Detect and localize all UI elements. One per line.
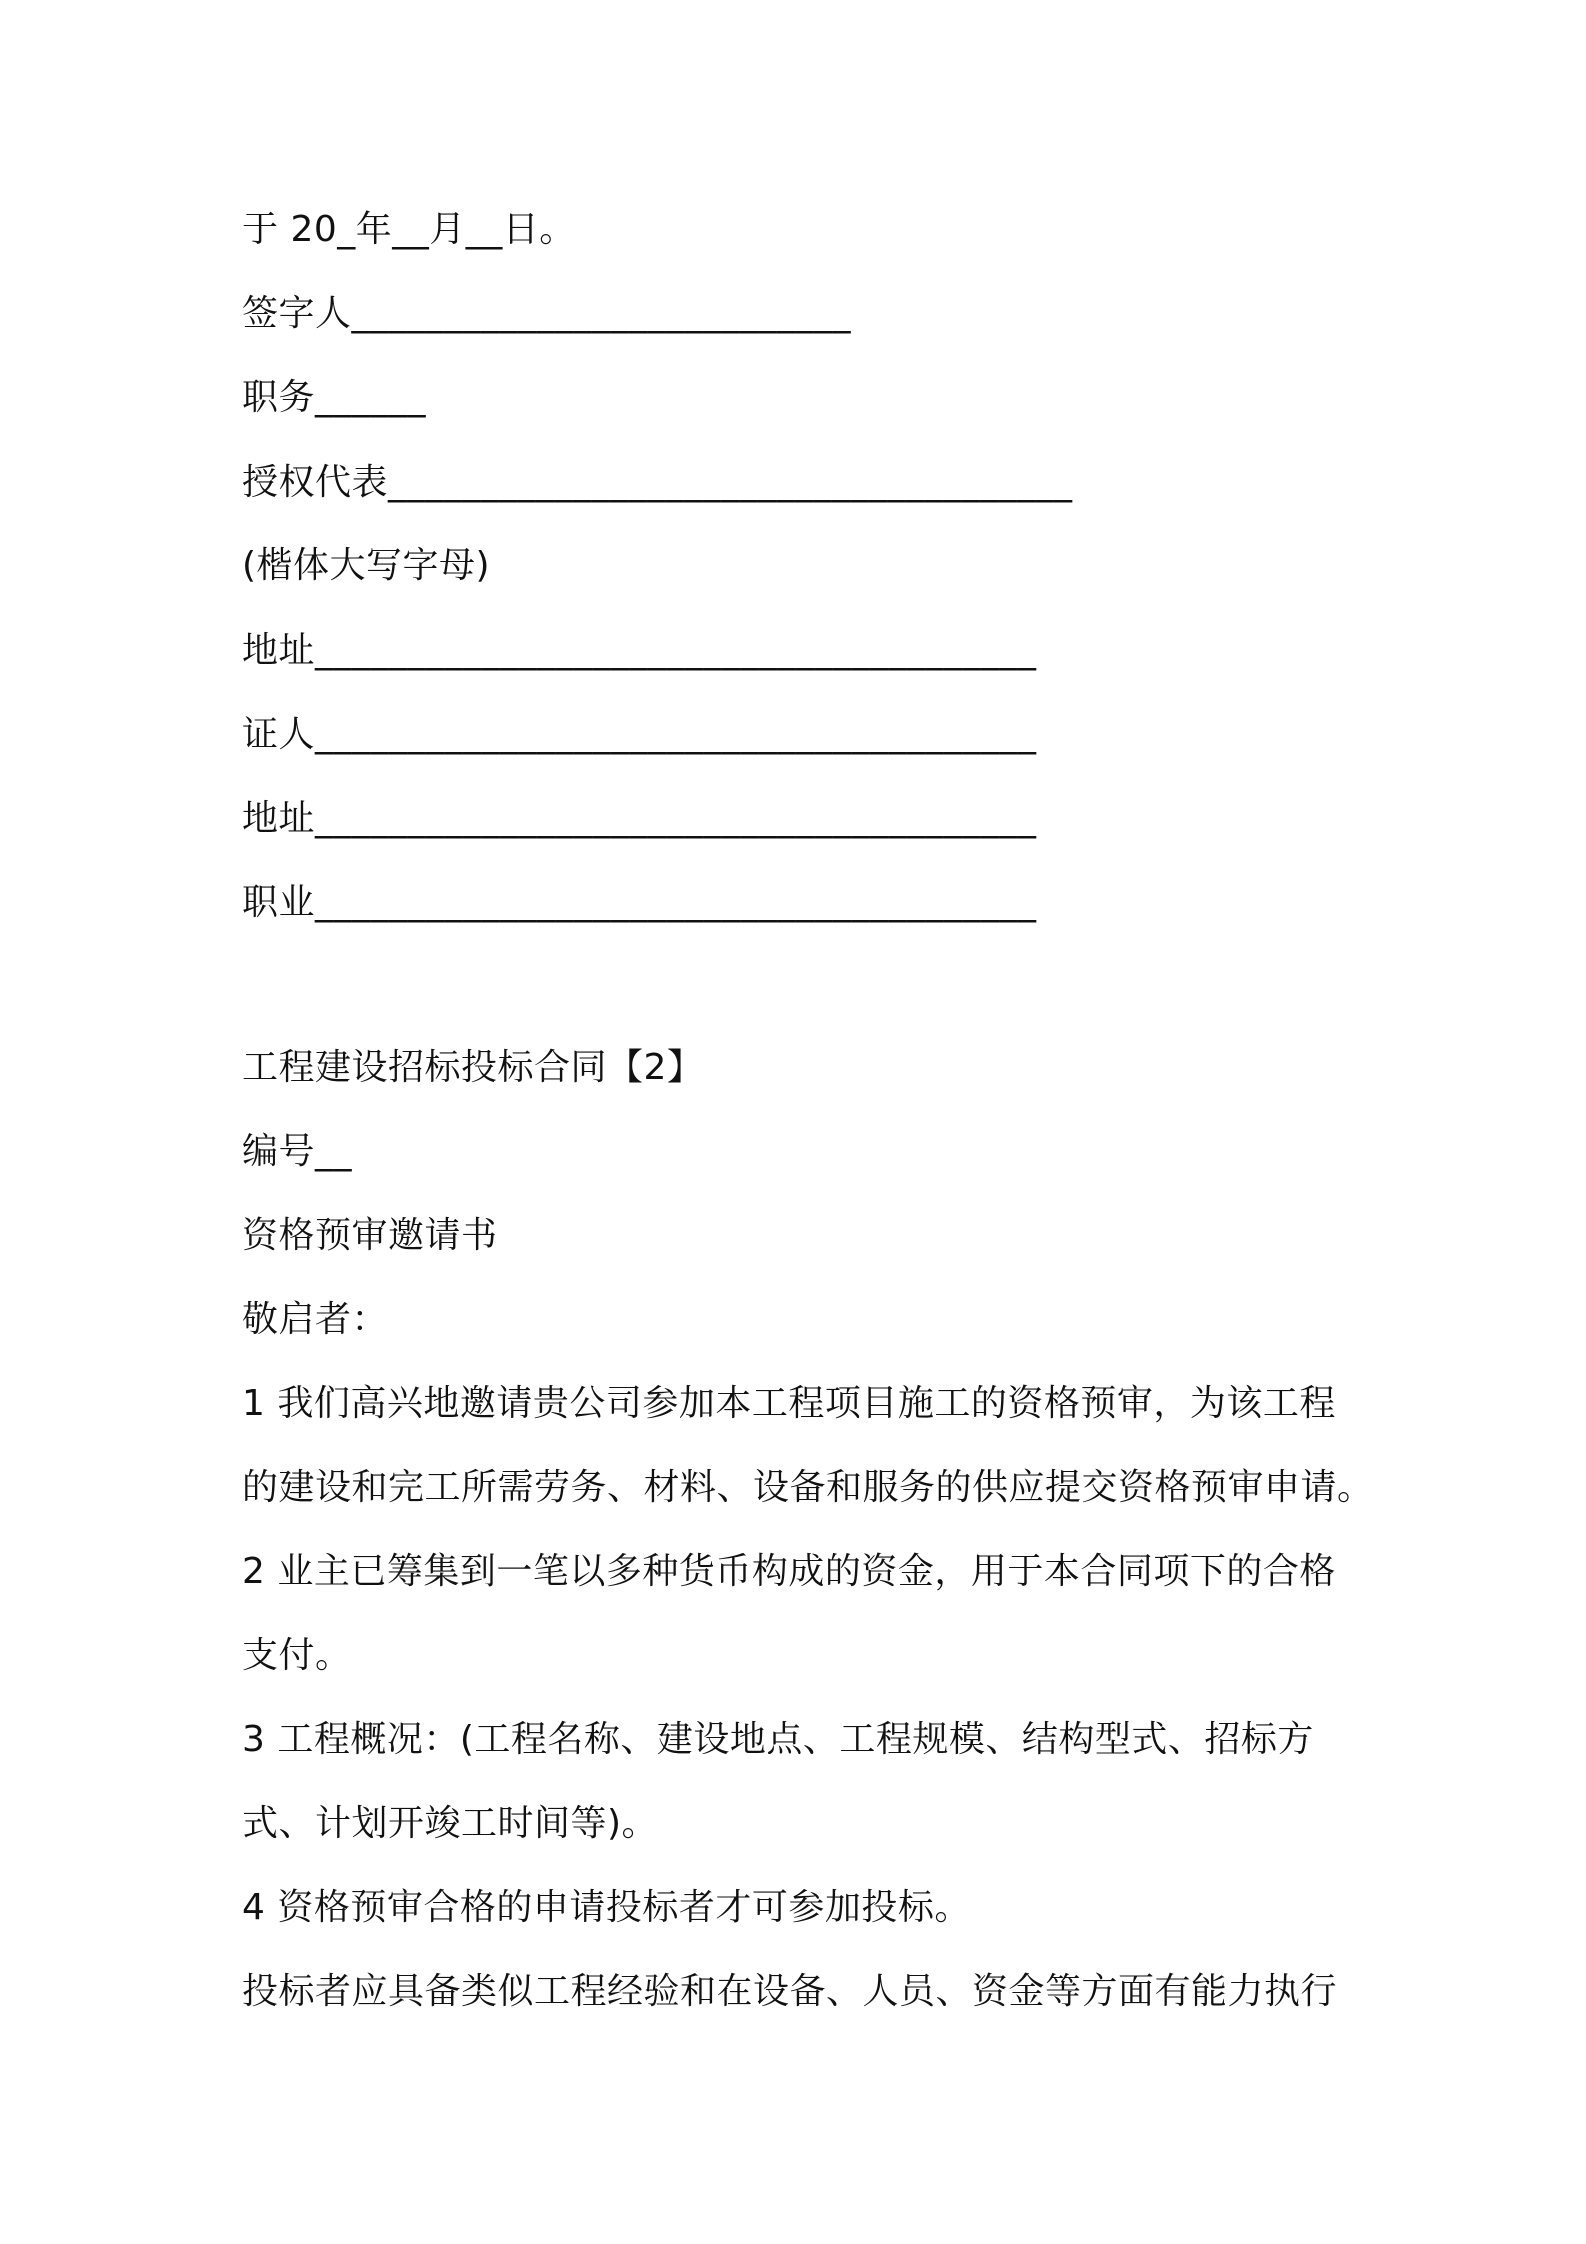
block-letters-note: (楷体大写字母) (242, 545, 491, 586)
paragraph-2-line-1: 2 业主已筹集到一笔以多种货币构成的资金，用于本合同项下的合格 (242, 1551, 1336, 1592)
number-field: 编号__ (242, 1131, 353, 1172)
paragraph-1-line-2: 的建设和完工所需劳务、材料、设备和服务的供应提交资格预审申请。 (242, 1467, 1374, 1508)
witness-field: 证人_______________________________________ (242, 714, 1037, 755)
signatory-field: 签字人___________________________ (242, 293, 852, 334)
invitation-title: 资格预审邀请书 (242, 1215, 498, 1256)
paragraph-3-line-1: 3 工程概况：(工程名称、建设地点、工程规模、结构型式、招标方 (242, 1719, 1314, 1760)
date-line: 于 20_年__月__日。 (242, 209, 576, 250)
witness-address-field: 地址_______________________________________ (242, 798, 1037, 839)
paragraph-2-line-2: 支付。 (242, 1635, 352, 1676)
address-field: 地址_______________________________________ (242, 630, 1037, 671)
paragraph-5-line-1: 投标者应具备类似工程经验和在设备、人员、资金等方面有能力执行 (242, 1971, 1338, 2012)
salutation: 敬启者： (242, 1299, 389, 1340)
paragraph-3-line-2: 式、计划开竣工时间等)。 (242, 1803, 659, 1844)
paragraph-1-line-1: 1 我们高兴地邀请贵公司参加本工程项目施工的资格预审，为该工程 (242, 1383, 1336, 1424)
paragraph-4: 4 资格预审合格的申请投标者才可参加投标。 (242, 1887, 971, 1928)
position-field: 职务______ (242, 377, 427, 418)
authorized-representative-field: 授权代表_____________________________________ (242, 462, 1073, 503)
occupation-field: 职业_______________________________________ (242, 882, 1037, 923)
section-title: 工程建设招标投标合同【2】 (242, 1047, 704, 1088)
